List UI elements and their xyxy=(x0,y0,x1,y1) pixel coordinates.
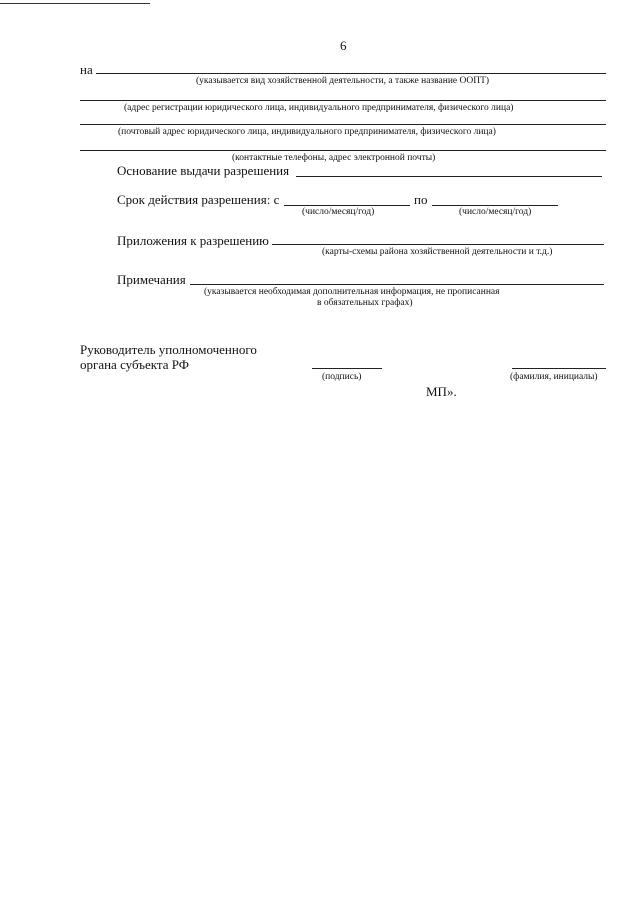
name-hint: (фамилия, инициалы) xyxy=(510,372,598,382)
validity-to-label: по xyxy=(414,192,428,207)
contacts-line[interactable] xyxy=(80,150,606,151)
signature-line[interactable] xyxy=(312,368,382,369)
attachments-hint: (карты-схемы района хозяйственной деятельности и т.д.) xyxy=(322,247,553,257)
page-number: 6 xyxy=(340,38,347,53)
validity-to-hint: (число/месяц/год) xyxy=(459,207,532,217)
signatory-title-line1: Руководитель уполномоченного xyxy=(80,342,257,357)
activity-field-line[interactable] xyxy=(96,73,606,74)
notes-hint-line2: в обязательных графах) xyxy=(317,298,413,308)
signature-hint: (подпись) xyxy=(322,372,362,382)
postal-address-line[interactable] xyxy=(80,124,606,125)
stamp-mark: МП». xyxy=(426,384,457,399)
notes-hint-line1: (указывается необходимая дополнительная информация, не прописанная xyxy=(204,287,500,297)
basis-label: Основание выдачи разрешения xyxy=(117,163,290,178)
registration-address-line[interactable] xyxy=(80,100,606,101)
name-line[interactable] xyxy=(512,368,606,369)
validity-label: Срок действия разрешения: с xyxy=(117,192,280,207)
activity-field-hint: (указывается вид хозяйственной деятельности, а также название ООПТ) xyxy=(196,76,490,86)
attachments-field-line[interactable] xyxy=(272,244,604,245)
top-edge-rule xyxy=(0,3,150,4)
registration-address-hint: (адрес регистрации юридического лица, индивидуального предпринимателя, физического лица) xyxy=(124,103,514,113)
validity-to-line[interactable] xyxy=(432,205,558,206)
postal-address-hint: (почтовый адрес юридического лица, индивидуального предпринимателя, физического лица) xyxy=(118,127,496,137)
notes-label: Примечания xyxy=(117,272,186,287)
basis-field-line[interactable] xyxy=(296,176,602,177)
contacts-hint: (контактные телефоны, адрес электронной почты) xyxy=(232,153,436,163)
signatory-title-line2: органа субъекта РФ xyxy=(80,357,190,372)
attachments-label: Приложения к разрешению xyxy=(117,233,269,248)
notes-field-line[interactable] xyxy=(190,284,604,285)
validity-from-line[interactable] xyxy=(284,205,410,206)
na-label: на xyxy=(80,62,93,77)
validity-from-hint: (число/месяц/год) xyxy=(302,207,375,217)
